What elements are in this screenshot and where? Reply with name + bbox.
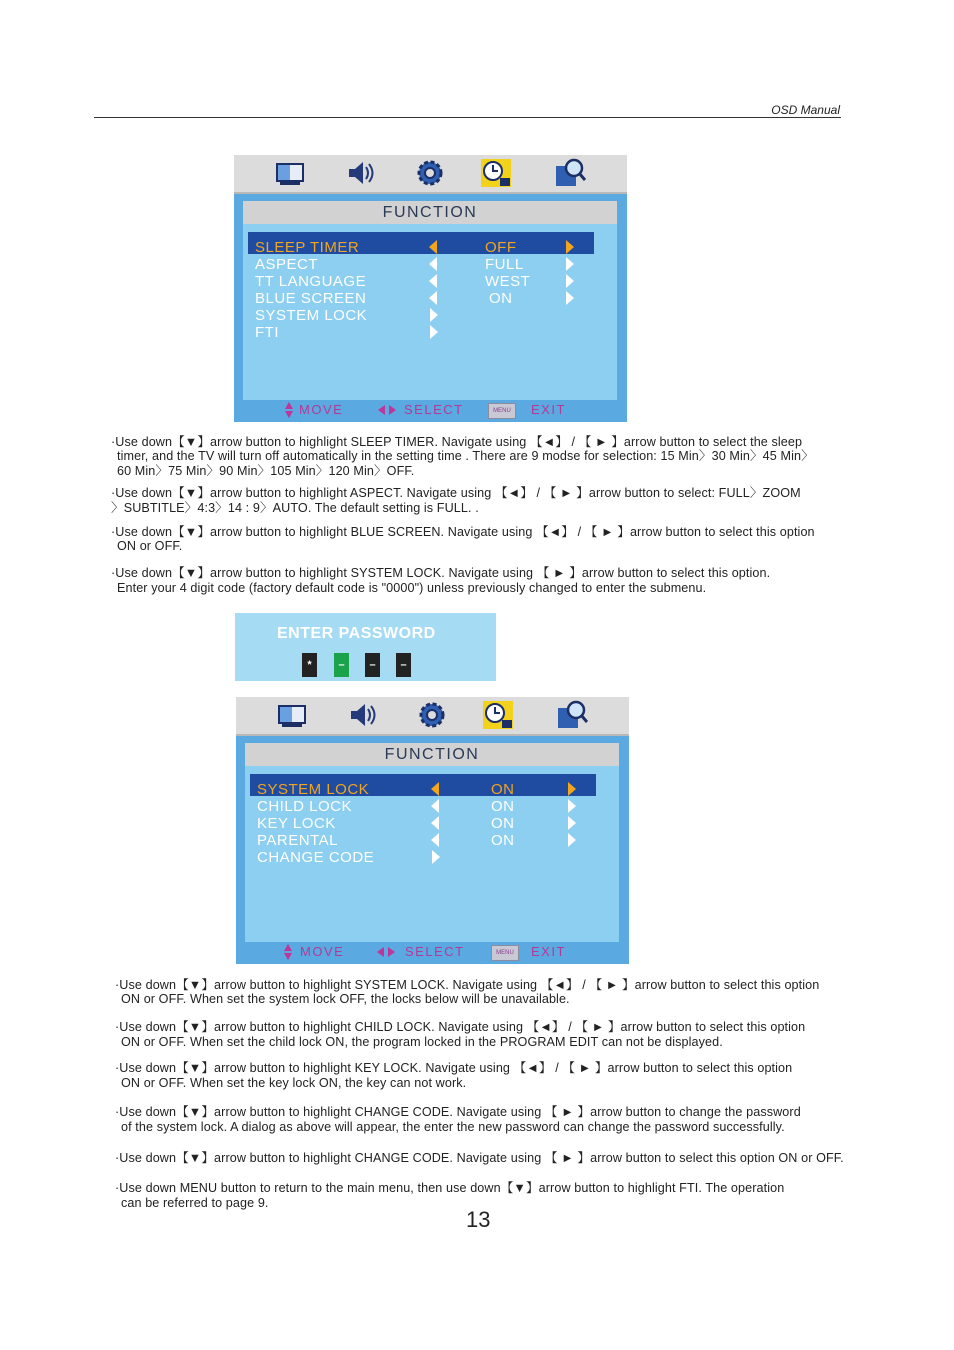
right-arrow-icon[interactable] <box>568 833 576 847</box>
row-value: ON <box>491 781 515 798</box>
menu-row-change-code[interactable] <box>257 849 617 866</box>
menu-row-tt-language[interactable] <box>255 273 615 290</box>
sound-icon <box>348 700 380 730</box>
right-arrow-icon[interactable] <box>566 274 574 288</box>
osd-icon-bar <box>236 697 629 736</box>
password-digit-2[interactable]: – <box>334 653 349 677</box>
row-label: CHANGE CODE <box>257 849 375 866</box>
footer-select-label: SELECT <box>405 944 465 959</box>
para-kl-line-2: ON or OFF. When set the key lock ON, the key can not work. <box>121 1076 467 1090</box>
para-sleep-line-2: timer, and the TV will turn off automatically in the setting time . There are 9 modse for selection: 15 Min〉30 Min〉45 Min〉 <box>117 449 814 463</box>
para-kl-line-1: ·Use down【▼】arrow button to highlight KEY LOCK. Navigate using 【◄】 / 【 ► 】arrow button to select this option <box>115 1061 793 1075</box>
sound-icon <box>346 158 378 188</box>
menu-row-key-lock[interactable] <box>257 815 617 832</box>
para-fti-line-1: ·Use down MENU button to return to the main menu, then use down【▼】arrow button to highlight FTI. The operation <box>115 1181 785 1195</box>
para-parental-line-1: ·Use down【▼】arrow button to highlight CHANGE CODE. Navigate using 【 ► 】arrow button to select this option ON or OFF. <box>115 1151 844 1165</box>
right-arrow-icon[interactable] <box>430 325 438 339</box>
para-sl-line-2: ON or OFF. When set the system lock OFF, the locks below will be unavailable. <box>121 992 570 1006</box>
up-down-arrow-icon <box>284 944 292 960</box>
picture-icon <box>276 700 308 730</box>
row-value: ON <box>491 798 515 815</box>
search-channel-icon <box>554 158 586 188</box>
footer-select-label: SELECT <box>404 402 464 417</box>
left-arrow-icon[interactable] <box>429 240 437 254</box>
footer-move-label: MOVE <box>299 402 344 417</box>
row-value: ON <box>491 815 515 832</box>
menu-row-sleep-timer[interactable] <box>255 239 615 256</box>
row-label: FTI <box>255 324 279 341</box>
enter-password-dialog <box>235 613 496 681</box>
osd-footer <box>284 944 614 960</box>
password-digit-1[interactable]: * <box>302 653 317 677</box>
para-blue-line-2: ON or OFF. <box>117 539 183 553</box>
right-arrow-icon[interactable] <box>566 291 574 305</box>
para-sleep-line-3: 60 Min〉75 Min〉90 Min〉105 Min〉120 Min〉OFF. <box>117 464 415 478</box>
menu-key-icon: MENU <box>491 945 519 961</box>
row-value: ON <box>491 832 515 849</box>
footer-exit-label: EXIT <box>531 402 566 417</box>
right-arrow-icon[interactable] <box>568 816 576 830</box>
row-label: TT LANGUAGE <box>255 273 367 290</box>
osd-panel-title: FUNCTION <box>243 201 617 224</box>
row-label: ASPECT <box>255 256 319 273</box>
menu-row-system-lock[interactable] <box>255 307 615 324</box>
menu-key-icon: MENU <box>488 403 516 419</box>
right-arrow-icon[interactable] <box>432 850 440 864</box>
row-value: OFF <box>485 239 517 256</box>
footer-exit-label: EXIT <box>531 944 566 959</box>
para-syslock-line-1: ·Use down【▼】arrow button to highlight SYSTEM LOCK. Navigate using 【 ► 】arrow button to select this option. <box>111 566 771 580</box>
left-arrow-icon[interactable] <box>431 816 439 830</box>
row-value: FULL <box>485 256 524 273</box>
left-arrow-icon[interactable] <box>429 291 437 305</box>
menu-row-aspect[interactable] <box>255 256 615 273</box>
page-number: 13 <box>466 1207 491 1232</box>
left-right-arrow-icon <box>378 405 398 415</box>
osd-panel <box>245 743 619 942</box>
para-aspect-line-2: 〉SUBTITLE〉4:3〉14 : 9〉AUTO. The default setting is FULL. . <box>111 501 479 515</box>
menu-row-system-lock[interactable] <box>257 781 617 798</box>
para-cl-line-1: ·Use down【▼】arrow button to highlight CHILD LOCK. Navigate using 【◄】 / 【 ► 】arrow button to select this option <box>115 1020 806 1034</box>
up-down-arrow-icon <box>285 402 293 418</box>
row-label: KEY LOCK <box>257 815 336 832</box>
footer-move-label: MOVE <box>300 944 345 959</box>
time-clock-icon <box>482 700 514 730</box>
row-label: SLEEP TIMER <box>255 239 360 256</box>
menu-row-blue-screen[interactable] <box>255 290 615 307</box>
osd-panel <box>243 201 617 400</box>
para-cc-line-2: of the system lock. A dialog as above will appear, the enter the new password can change the password successfully. <box>121 1120 785 1134</box>
row-label: SYSTEM LOCK <box>255 307 368 324</box>
header-title: OSD Manual <box>771 103 840 117</box>
right-arrow-icon[interactable] <box>568 782 576 796</box>
right-arrow-icon[interactable] <box>568 799 576 813</box>
para-aspect-line-1: ·Use down【▼】arrow button to highlight ASPECT. Navigate using 【◄】 / 【 ► 】arrow button to select: FULL〉ZOOM <box>111 486 801 500</box>
menu-row-parental[interactable] <box>257 832 617 849</box>
row-label: CHILD LOCK <box>257 798 353 815</box>
left-arrow-icon[interactable] <box>431 782 439 796</box>
para-syslock-line-2: Enter your 4 digit code (factory default code is "0000") unless previously changed to enter the submenu. <box>117 581 707 595</box>
left-right-arrow-icon <box>377 947 397 957</box>
para-cl-line-2: ON or OFF. When set the child lock ON, the program locked in the PROGRAM EDIT can not be displayed. <box>121 1035 723 1049</box>
left-arrow-icon[interactable] <box>431 799 439 813</box>
setup-gear-icon <box>416 700 448 730</box>
search-channel-icon <box>556 700 588 730</box>
password-digit-3[interactable]: – <box>365 653 380 677</box>
header-rule <box>94 117 841 118</box>
osd-footer <box>285 402 615 418</box>
osd-system-lock-menu <box>236 697 629 964</box>
para-fti-line-2: can be referred to page 9. <box>121 1196 269 1210</box>
para-cc-line-1: ·Use down【▼】arrow button to highlight CHANGE CODE. Navigate using 【 ► 】arrow button to change the password <box>115 1105 801 1119</box>
para-sl-line-1: ·Use down【▼】arrow button to highlight SYSTEM LOCK. Navigate using 【◄】 / 【 ► 】arrow button to select this option <box>115 978 820 992</box>
row-value: WEST <box>485 273 531 290</box>
password-digit-4[interactable]: – <box>396 653 411 677</box>
row-value: ON <box>489 290 513 307</box>
row-label: PARENTAL <box>257 832 338 849</box>
left-arrow-icon[interactable] <box>431 833 439 847</box>
osd-icon-bar <box>234 155 627 194</box>
row-label: SYSTEM LOCK <box>257 781 370 798</box>
osd-function-menu <box>234 155 627 422</box>
para-sleep-line-1: ·Use down【▼】arrow button to highlight SLEEP TIMER. Navigate using 【◄】 / 【 ► 】arrow button to select the sleep <box>111 435 803 449</box>
password-title: ENTER PASSWORD <box>277 625 436 642</box>
row-label: BLUE SCREEN <box>255 290 367 307</box>
right-arrow-icon[interactable] <box>566 240 574 254</box>
right-arrow-icon[interactable] <box>566 257 574 271</box>
left-arrow-icon[interactable] <box>429 257 437 271</box>
menu-row-fti[interactable] <box>255 324 615 341</box>
setup-gear-icon <box>414 158 446 188</box>
menu-row-child-lock[interactable] <box>257 798 617 815</box>
picture-icon <box>274 158 306 188</box>
left-arrow-icon[interactable] <box>429 274 437 288</box>
osd-panel-title: FUNCTION <box>245 743 619 766</box>
time-clock-icon <box>480 158 512 188</box>
para-blue-line-1: ·Use down【▼】arrow button to highlight BLUE SCREEN. Navigate using 【◄】 / 【 ► 】arrow button to select this option <box>111 525 815 539</box>
right-arrow-icon[interactable] <box>430 308 438 322</box>
